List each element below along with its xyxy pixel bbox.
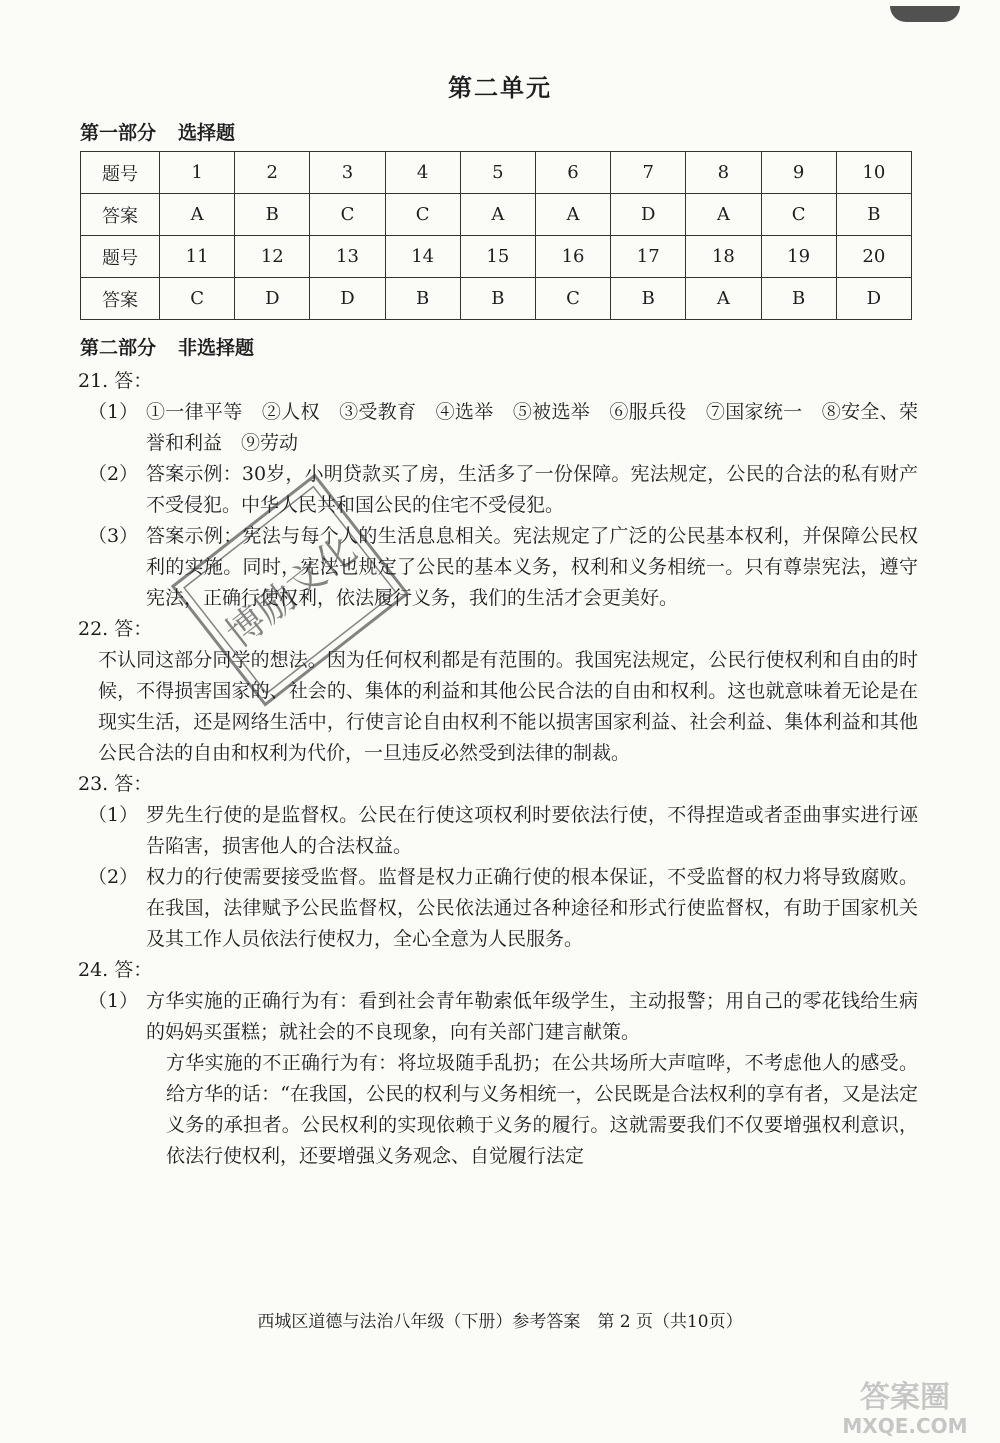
item-number: （1） (88, 804, 139, 826)
item-text: 罗先生行使的是监督权。公民在行使这项权利时要依法行使，不得捏造或者歪曲事实进行诬告陷害，损害他人的合法权益。 (146, 804, 918, 857)
question-22-text: 不认同这部分同学的想法。因为任何权利都是有范围的。我国宪法规定，公民行使权利和自由的时候，不得损害国家的、社会的、集体的利益和其他公民合法的自由和权利。这也就意味着无论是在现实生活，还是网络生活中，行使言论自由权利不能以损害国家利益、社会利益、集体利益和其他公民合法的自由和权利为代价，一旦违反必然受到法律的制裁。 (98, 649, 918, 764)
question-24-heading: 24. 答： (78, 959, 153, 981)
table-cell-answer: C (385, 194, 460, 236)
table-cell-number: 15 (460, 236, 535, 278)
table-cell-answer: A (686, 278, 761, 320)
table-cell-number: 18 (686, 236, 761, 278)
table-cell-answer: A (160, 194, 235, 236)
table-cell-number: 16 (535, 236, 610, 278)
table-cell-number: 2 (235, 152, 310, 194)
table-cell-number: 11 (160, 236, 235, 278)
part1-name: 选择题 (178, 122, 236, 144)
table-cell-answer: D (836, 278, 911, 320)
part1-number: 第一部分 (80, 122, 157, 144)
table-cell-answer: B (385, 278, 460, 320)
question-23-item-1 (78, 800, 918, 862)
table-cell-number: 6 (535, 152, 610, 194)
table-row-answer (81, 278, 912, 320)
question-24-item-1 (78, 986, 918, 1048)
table-row-label: 题号 (81, 236, 160, 278)
table-cell-answer: B (761, 278, 836, 320)
item-text: 权力的行使需要接受监督。监督是权力正确行使的根本保证，不受监督的权力将导致腐败。在我国，法律赋予公民监督权，公民依法通过各种途径和形式行使监督权，有助于国家机关及其工作人员依法行使权力，全心全意为人民服务。 (146, 866, 918, 950)
table-cell-number: 14 (385, 236, 460, 278)
answer-table (80, 151, 912, 320)
site-watermark-top: 答案圈 (860, 1380, 950, 1415)
question-21 (78, 366, 918, 614)
item-number: （1） (88, 990, 139, 1012)
stamp-watermark-text: 博励文化 (217, 527, 365, 656)
table-cell-number: 20 (836, 236, 911, 278)
table-cell-answer: B (611, 278, 686, 320)
table-cell-number: 3 (310, 152, 385, 194)
part2-heading (80, 333, 254, 360)
table-cell-number: 13 (310, 236, 385, 278)
item-number: （2） (88, 463, 139, 485)
table-cell-answer: A (686, 194, 761, 236)
question-22 (78, 614, 918, 769)
question-21-item-2 (78, 459, 918, 521)
item-number: （1） (88, 401, 139, 423)
table-cell-answer: D (611, 194, 686, 236)
table-cell-number: 10 (836, 152, 911, 194)
site-watermark (820, 1375, 990, 1437)
table-row-label: 答案 (81, 194, 160, 236)
table-cell-answer: A (460, 194, 535, 236)
unit-title: 第二单元 (448, 74, 552, 102)
table-cell-answer: B (460, 278, 535, 320)
question-24 (78, 955, 918, 1172)
table-cell-number: 9 (761, 152, 836, 194)
part1-heading (80, 118, 235, 145)
answer-content (78, 366, 918, 1172)
item-number: （3） (88, 525, 139, 547)
table-cell-number: 1 (160, 152, 235, 194)
question-21-heading: 21. 答： (78, 370, 153, 392)
item-text: ①一律平等 ②人权 ③受教育 ④选举 ⑤被选举 ⑥服兵役 ⑦国家统一 ⑧安全、荣誉和利益 ⑨劳动 (146, 401, 918, 454)
question-23 (78, 769, 918, 955)
table-row-label: 答案 (81, 278, 160, 320)
table-row-answer (81, 194, 912, 236)
table-row-label: 题号 (81, 152, 160, 194)
page-footer: 西城区道德与法治八年级（下册）参考答案 第 2 页（共10页） (257, 1312, 743, 1332)
table-cell-number: 8 (686, 152, 761, 194)
table-cell-answer: B (235, 194, 310, 236)
question-23-heading: 23. 答： (78, 773, 153, 795)
part2-number: 第二部分 (80, 337, 157, 359)
item-number: （2） (88, 866, 139, 888)
table-cell-answer: C (310, 194, 385, 236)
table-row-number (81, 236, 912, 278)
table-cell-answer: C (761, 194, 836, 236)
part2-name: 非选择题 (178, 337, 255, 359)
question-22-heading: 22. 答： (78, 618, 153, 640)
table-cell-answer: A (535, 194, 610, 236)
table-cell-number: 12 (235, 236, 310, 278)
site-watermark-bottom: MXQE.COM (842, 1414, 968, 1437)
table-cell-number: 5 (460, 152, 535, 194)
question-24-continuation: 方华实施的不正确行为有：将垃圾随手乱扔；在公共场所大声喧哗，不考虑他人的感受。给方华的话：“在我国，公民的权利与义务相统一，公民既是合法权利的享有者，又是法定义务的承担者。公民权利的实现依赖于义务的履行。这就需要我们不仅要增强权利意识，依法行使权利，还要增强义务观念、自觉履行法定 (166, 1052, 918, 1167)
item-text: 答案示例：30岁，小明贷款买了房，生活多了一份保障。宪法规定，公民的合法的私有财产不受侵犯。中华人民共和国公民的住宅不受侵犯。 (146, 463, 918, 516)
item-text: 方华实施的正确行为有：看到社会青年勒索低年级学生，主动报警；用自己的零花钱给生病的妈妈买蛋糕；就社会的不良现象，向有关部门建言献策。 (146, 990, 918, 1043)
question-23-item-2 (78, 862, 918, 955)
item-text: 答案示例：宪法与每个人的生活息息相关。宪法规定了广泛的公民基本权利，并保障公民权利的实施。同时，宪法也规定了公民的基本义务，权利和义务相统一。只有尊崇宪法，遵守宪法，正确行使权利，依法履行义务，我们的生活才会更美好。 (146, 525, 918, 609)
table-cell-answer: B (836, 194, 911, 236)
table-cell-number: 19 (761, 236, 836, 278)
table-cell-number: 17 (611, 236, 686, 278)
table-cell-answer: D (310, 278, 385, 320)
table-cell-answer: C (535, 278, 610, 320)
table-row-number (81, 152, 912, 194)
table-cell-number: 7 (611, 152, 686, 194)
question-21-item-3 (78, 521, 918, 614)
question-21-item-1 (78, 397, 918, 459)
page-corner-mark (890, 6, 960, 22)
table-cell-answer: D (235, 278, 310, 320)
table-cell-number: 4 (385, 152, 460, 194)
table-cell-answer: C (160, 278, 235, 320)
